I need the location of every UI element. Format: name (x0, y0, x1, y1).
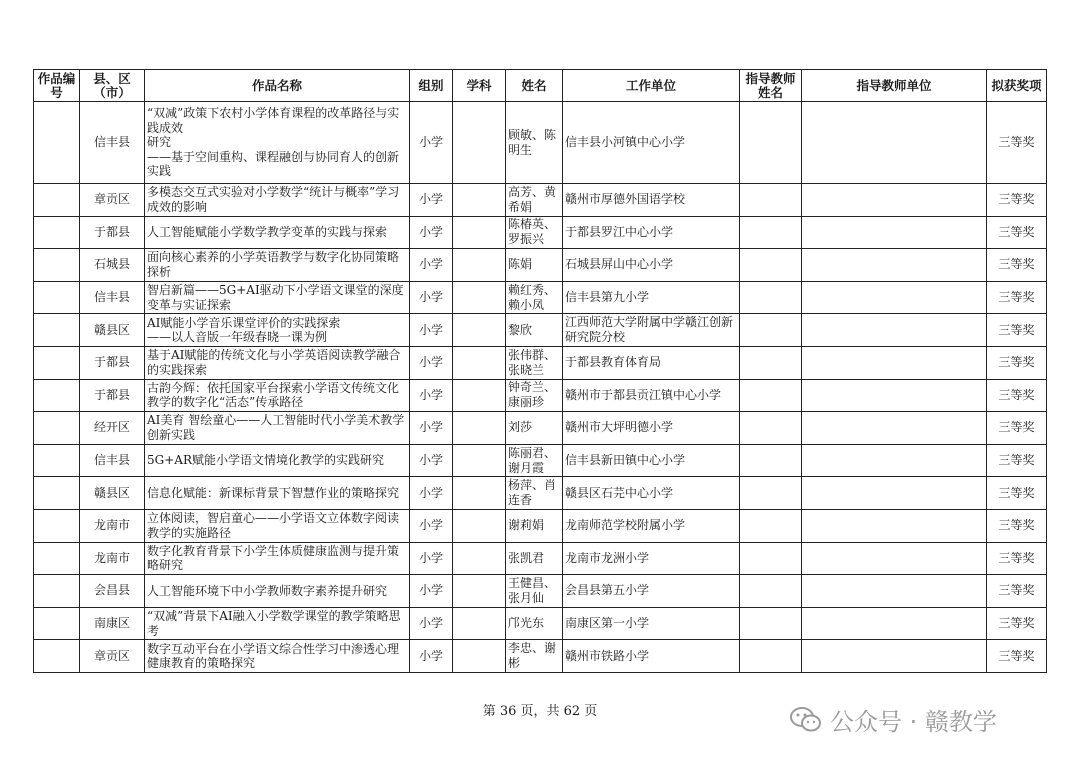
cell-advisor (740, 216, 802, 249)
col-header-county: 县、区（市） (80, 70, 145, 102)
cell-advisor (740, 640, 802, 673)
cell-title: AI赋能小学音乐课堂评价的实践探索 ——以人音版一年级春晓一课为例 (145, 314, 410, 347)
cell-award: 三等奖 (987, 346, 1047, 379)
cell-title: 人工智能赋能小学数学教学变革的实践与探索 (145, 216, 410, 249)
cell-advisor-unit (802, 575, 987, 608)
cell-title: 面向核心素养的小学英语教学与数字化协同策略探析 (145, 249, 410, 282)
cell-group: 小学 (410, 412, 453, 445)
cell-id (34, 509, 80, 542)
cell-award: 三等奖 (987, 314, 1047, 347)
cell-title: AI美育 智绘童心——人工智能时代小学美术教学创新实践 (145, 412, 410, 445)
cell-name: 陈丽君、 谢月霞 (506, 444, 563, 477)
cell-group: 小学 (410, 216, 453, 249)
cell-subject (453, 444, 506, 477)
cell-name: 邝光东 (506, 607, 563, 640)
cell-id (34, 542, 80, 575)
cell-title: 立体阅读，智启童心——小学语文立体数字阅读教学的实施路径 (145, 509, 410, 542)
cell-advisor (740, 346, 802, 379)
cell-award: 三等奖 (987, 102, 1047, 184)
table-row (34, 379, 1047, 412)
cell-unit: 会昌县第五小学 (563, 575, 740, 608)
cell-advisor (740, 379, 802, 412)
cell-advisor (740, 509, 802, 542)
cell-subject (453, 640, 506, 673)
cell-title: 多模态交互式实验对小学数学“统计与概率”学习成效的影响 (145, 184, 410, 217)
cell-title: 人工智能环境下中小学教师数字素养提升研究 (145, 575, 410, 608)
cell-award: 三等奖 (987, 607, 1047, 640)
cell-group: 小学 (410, 281, 453, 314)
cell-unit: 于都县罗江中心小学 (563, 216, 740, 249)
cell-unit: 赣县区石芫中心小学 (563, 477, 740, 510)
table-row (34, 542, 1047, 575)
cell-award: 三等奖 (987, 542, 1047, 575)
col-header-subject: 学科 (453, 70, 506, 102)
table-row (34, 477, 1047, 510)
cell-county: 经开区 (80, 412, 145, 445)
cell-county: 龙南市 (80, 542, 145, 575)
cell-advisor-unit (802, 444, 987, 477)
cell-county: 赣县区 (80, 314, 145, 347)
cell-id (34, 379, 80, 412)
cell-id (34, 216, 80, 249)
col-header-title: 作品名称 (145, 70, 410, 102)
watermark-text: 公众号 · 赣教学 (830, 708, 997, 736)
table-row (34, 640, 1047, 673)
cell-advisor-unit (802, 509, 987, 542)
cell-title: 信息化赋能：新课标背景下智慧作业的策略探究 (145, 477, 410, 510)
cell-id (34, 184, 80, 217)
cell-county: 章贡区 (80, 640, 145, 673)
cell-county: 赣县区 (80, 477, 145, 510)
cell-subject (453, 184, 506, 217)
cell-name: 黎欣 (506, 314, 563, 347)
cell-advisor-unit (802, 379, 987, 412)
cell-unit: 赣州市厚德外国语学校 (563, 184, 740, 217)
cell-title: 智启新篇——5G+AI驱动下小学语文课堂的深度变革与实证探索 (145, 281, 410, 314)
cell-advisor (740, 477, 802, 510)
cell-advisor-unit (802, 314, 987, 347)
cell-group: 小学 (410, 249, 453, 282)
cell-award: 三等奖 (987, 477, 1047, 510)
cell-subject (453, 281, 506, 314)
cell-group: 小学 (410, 184, 453, 217)
cell-advisor (740, 184, 802, 217)
cell-award: 三等奖 (987, 379, 1047, 412)
table-row (34, 509, 1047, 542)
cell-name: 张凯君 (506, 542, 563, 575)
cell-advisor-unit (802, 477, 987, 510)
cell-advisor-unit (802, 249, 987, 282)
cell-county: 信丰县 (80, 281, 145, 314)
col-header-unit: 工作单位 (563, 70, 740, 102)
cell-title: 5G+AR赋能小学语文情境化教学的实践研究 (145, 444, 410, 477)
cell-award: 三等奖 (987, 575, 1047, 608)
cell-unit: 信丰县小河镇中心小学 (563, 102, 740, 184)
cell-advisor-unit (802, 412, 987, 445)
awards-table (33, 69, 1047, 673)
cell-group: 小学 (410, 346, 453, 379)
cell-title: 古韵今辉：依托国家平台探索小学语文传统文化教学的数字化“活态”传承路径 (145, 379, 410, 412)
cell-unit: 赣州市大坪明德小学 (563, 412, 740, 445)
cell-name: 陈娟 (506, 249, 563, 282)
cell-county: 龙南市 (80, 509, 145, 542)
cell-group: 小学 (410, 102, 453, 184)
cell-award: 三等奖 (987, 509, 1047, 542)
cell-subject (453, 412, 506, 445)
cell-county: 信丰县 (80, 102, 145, 184)
cell-award: 三等奖 (987, 444, 1047, 477)
table-row (34, 216, 1047, 249)
cell-id (34, 346, 80, 379)
cell-id (34, 607, 80, 640)
cell-advisor-unit (802, 184, 987, 217)
cell-id (34, 477, 80, 510)
cell-title: 数字互动平台在小学语文综合性学习中渗透心理健康教育的策略探究 (145, 640, 410, 673)
cell-advisor (740, 314, 802, 347)
cell-subject (453, 379, 506, 412)
cell-group: 小学 (410, 640, 453, 673)
cell-advisor (740, 412, 802, 445)
cell-unit: 赣州市铁路小学 (563, 640, 740, 673)
cell-county: 会昌县 (80, 575, 145, 608)
cell-unit: 石城县屏山中心小学 (563, 249, 740, 282)
cell-name: 刘莎 (506, 412, 563, 445)
cell-id (34, 314, 80, 347)
cell-id (34, 249, 80, 282)
cell-subject (453, 216, 506, 249)
table-row (34, 314, 1047, 347)
cell-subject (453, 607, 506, 640)
cell-advisor (740, 542, 802, 575)
col-header-name: 姓名 (506, 70, 563, 102)
cell-id (34, 575, 80, 608)
cell-advisor (740, 607, 802, 640)
cell-name: 高芳、黄 希娟 (506, 184, 563, 217)
cell-unit: 于都县教育体育局 (563, 346, 740, 379)
cell-county: 石城县 (80, 249, 145, 282)
cell-id (34, 444, 80, 477)
col-header-award: 拟获奖项 (987, 70, 1047, 102)
cell-county: 章贡区 (80, 184, 145, 217)
cell-unit: 信丰县第九小学 (563, 281, 740, 314)
cell-name: 谢莉娟 (506, 509, 563, 542)
cell-advisor-unit (802, 607, 987, 640)
cell-unit: 龙南市龙洲小学 (563, 542, 740, 575)
cell-group: 小学 (410, 314, 453, 347)
cell-subject (453, 542, 506, 575)
cell-id (34, 640, 80, 673)
cell-name: 钟奇兰、 康丽珍 (506, 379, 563, 412)
cell-advisor-unit (802, 281, 987, 314)
table-row (34, 281, 1047, 314)
cell-group: 小学 (410, 444, 453, 477)
cell-name: 李忠、谢 彬 (506, 640, 563, 673)
cell-county: 信丰县 (80, 444, 145, 477)
cell-advisor (740, 575, 802, 608)
table-row (34, 607, 1047, 640)
col-header-advisor-unit: 指导教师单位 (802, 70, 987, 102)
cell-unit: 江西师范大学附属中学赣江创新研究院分校 (563, 314, 740, 347)
cell-advisor-unit (802, 640, 987, 673)
cell-id (34, 102, 80, 184)
cell-group: 小学 (410, 379, 453, 412)
cell-name: 陈椿英、 罗振兴 (506, 216, 563, 249)
cell-county: 于都县 (80, 216, 145, 249)
cell-title: 基于AI赋能的传统文化与小学英语阅读教学融合的实践探索 (145, 346, 410, 379)
cell-award: 三等奖 (987, 216, 1047, 249)
cell-unit: 南康区第一小学 (563, 607, 740, 640)
cell-title: “双减”政策下农村小学体育课程的改革路径与实践成效 研究 ——基于空间重构、课程融创与协同育人的创新实践 (145, 102, 410, 184)
cell-advisor-unit (802, 216, 987, 249)
table-row (34, 249, 1047, 282)
cell-award: 三等奖 (987, 249, 1047, 282)
cell-group: 小学 (410, 607, 453, 640)
cell-subject (453, 575, 506, 608)
cell-id (34, 281, 80, 314)
cell-subject (453, 346, 506, 379)
cell-name: 赖红秀、 赖小凤 (506, 281, 563, 314)
cell-name: 王健昌、 张月仙 (506, 575, 563, 608)
cell-unit: 信丰县新田镇中心小学 (563, 444, 740, 477)
cell-subject (453, 477, 506, 510)
table-row (34, 102, 1047, 184)
cell-advisor-unit (802, 542, 987, 575)
page-footer: 第 36 页，共 62 页 (482, 704, 598, 719)
table-row (34, 444, 1047, 477)
table-row (34, 575, 1047, 608)
cell-name: 杨萍、肖 连香 (506, 477, 563, 510)
cell-group: 小学 (410, 509, 453, 542)
cell-advisor (740, 281, 802, 314)
table-row (34, 346, 1047, 379)
col-header-advisor: 指导教师姓名 (740, 70, 802, 102)
cell-county: 于都县 (80, 379, 145, 412)
cell-county: 南康区 (80, 607, 145, 640)
cell-group: 小学 (410, 575, 453, 608)
cell-group: 小学 (410, 477, 453, 510)
cell-award: 三等奖 (987, 281, 1047, 314)
cell-subject (453, 509, 506, 542)
cell-advisor (740, 102, 802, 184)
cell-title: “双减”背景下AI融入小学数学课堂的教学策略思考 (145, 607, 410, 640)
watermark (790, 702, 997, 737)
wechat-icon (790, 706, 822, 734)
cell-award: 三等奖 (987, 640, 1047, 673)
cell-title: 数字化教育背景下小学生体质健康监测与提升策略研究 (145, 542, 410, 575)
cell-unit: 龙南师范学校附属小学 (563, 509, 740, 542)
cell-advisor (740, 444, 802, 477)
cell-award: 三等奖 (987, 412, 1047, 445)
cell-advisor-unit (802, 346, 987, 379)
cell-advisor (740, 249, 802, 282)
col-header-group: 组别 (410, 70, 453, 102)
cell-subject (453, 314, 506, 347)
cell-subject (453, 249, 506, 282)
cell-id (34, 412, 80, 445)
col-header-id: 作品编号 (34, 70, 80, 102)
cell-subject (453, 102, 506, 184)
cell-name: 张伟群、 张晓兰 (506, 346, 563, 379)
cell-group: 小学 (410, 542, 453, 575)
table-row (34, 184, 1047, 217)
cell-unit: 赣州市于都县贡江镇中心小学 (563, 379, 740, 412)
cell-name: 顾敏、陈 明生 (506, 102, 563, 184)
cell-award: 三等奖 (987, 184, 1047, 217)
cell-advisor-unit (802, 102, 987, 184)
cell-county: 于都县 (80, 346, 145, 379)
table-row (34, 412, 1047, 445)
table-header-row (34, 70, 1047, 102)
